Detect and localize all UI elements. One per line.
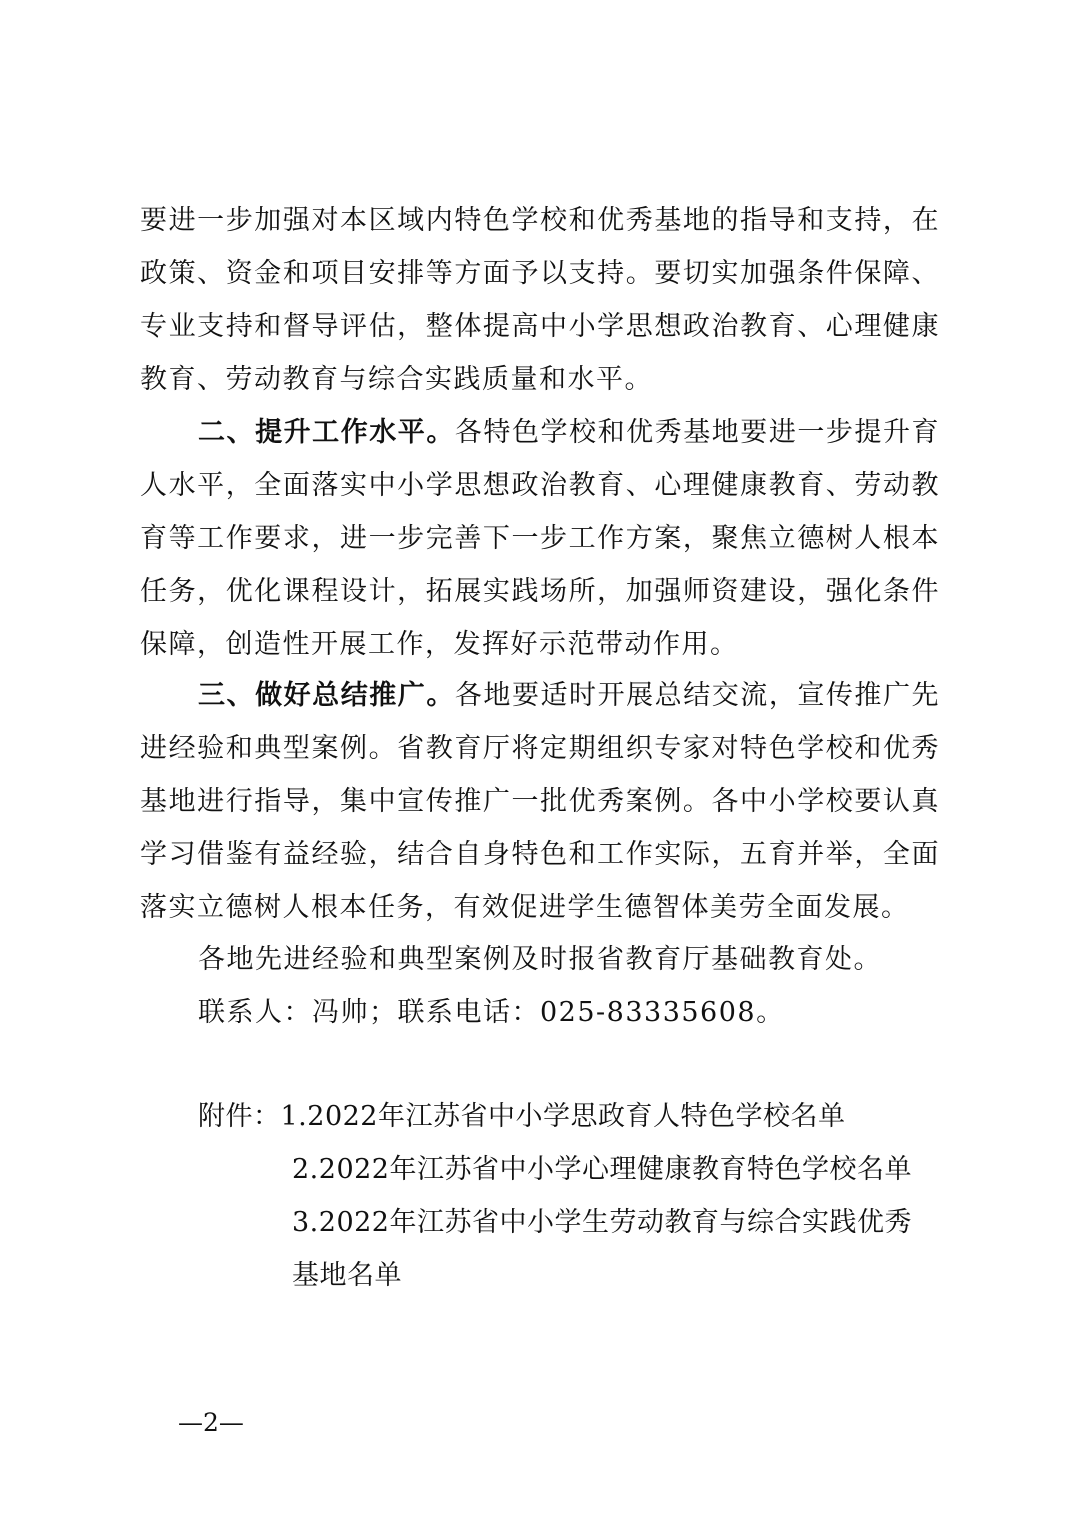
attachment-item: 1.2022年江苏省中小学思政育人特色学校名单 (280, 1101, 846, 1132)
section-first-line (198, 415, 940, 451)
text-line: 育等工作要求，进一步完善下一步工作方案，聚焦立德树人根本 (140, 523, 940, 554)
section-text: 各地要适时开展总结交流，宣传推广先 (454, 680, 941, 711)
attachment-item: 2.2022年江苏省中小学心理健康教育特色学校名单 (292, 1154, 912, 1185)
section-heading: 三、做好总结推广。 (198, 680, 455, 711)
attachments-label: 附件： (198, 1101, 281, 1132)
contact-info: 联系人：冯帅；联系电话：025-83335608。 (198, 997, 785, 1028)
attachment-first-line (198, 1099, 940, 1135)
section-text: 各特色学校和优秀基地要进一步提升育 (454, 417, 941, 448)
text-line: 专业支持和督导评估，整体提高中小学思想政治教育、心理健康 (140, 311, 940, 342)
text-line: 落实立德树人根本任务，有效促进学生德智体美劳全面发展。 (140, 892, 910, 923)
report-note: 各地先进经验和典型案例及时报省教育厅基础教育处。 (198, 944, 882, 975)
page-number: —2— (178, 1408, 244, 1437)
attachment-item: 3.2022年江苏省中小学生劳动教育与综合实践优秀 (292, 1207, 912, 1238)
text-line: 教育、劳动教育与综合实践质量和水平。 (140, 364, 653, 395)
text-line: 政策、资金和项目安排等方面予以支持。要切实加强条件保障、 (140, 258, 940, 289)
text-line: 要进一步加强对本区域内特色学校和优秀基地的指导和支持，在 (140, 205, 940, 236)
section-heading: 二、提升工作水平。 (198, 417, 455, 448)
section-first-line (198, 678, 940, 714)
text-line: 进经验和典型案例。省教育厅将定期组织专家对特色学校和优秀 (140, 733, 940, 764)
text-line: 保障，创造性开展工作，发挥好示范带动作用。 (140, 629, 739, 660)
attachment-item-continuation: 基地名单 (292, 1260, 402, 1291)
text-line: 学习借鉴有益经验，结合自身特色和工作实际，五育并举，全面 (140, 839, 940, 870)
text-line: 任务，优化课程设计，拓展实践场所，加强师资建设，强化条件 (140, 576, 940, 607)
text-line: 基地进行指导，集中宣传推广一批优秀案例。各中小学校要认真 (140, 786, 940, 817)
text-line: 人水平，全面落实中小学思想政治教育、心理健康教育、劳动教 (140, 470, 940, 501)
